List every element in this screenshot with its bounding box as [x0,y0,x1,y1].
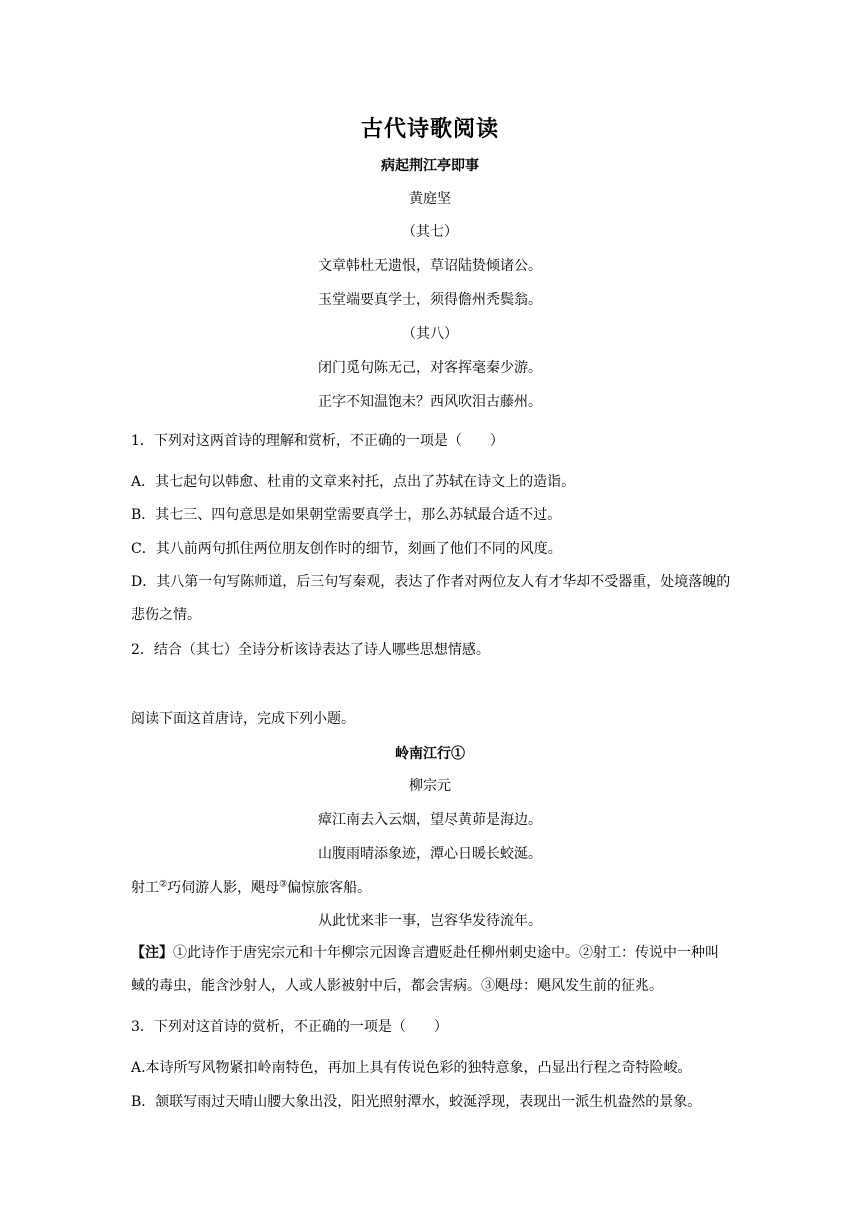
question-1-option-d: D．其八第一句写陈师道，后三句写秦观，表达了作者对两位友人有才华却不受器重，处境落魄的悲伤之情。 [131,574,731,623]
poem2-line-3-part-c: 偏惊旅客船。 [287,880,372,896]
question-3-option-b: B．颔联写雨过天晴山腰大象出没，阳光照射潭水，蛟涎浮现，表现出一派生机盎然的景象。 [131,1094,702,1110]
poem1-title: 病起荆江亭即事 [381,158,479,174]
question-1-option-a: A．其七起句以韩愈、杜甫的文章来衬托，点出了苏轼在诗文上的造诣。 [131,474,576,490]
note-label: 【注】 [131,945,173,961]
question-2-stem: 2．结合（其七）全诗分析该诗表达了诗人哪些思想情感。 [131,642,490,658]
note-text: ①此诗作于唐宪宗元和十年柳宗元因谗言遭贬赴任柳州刺史途中。②射工：传说中一种叫蜮的毒虫，能含沙射人，人或人影被射中后，都会害病。③飓母：飓风发生前的征兆。 [131,945,719,994]
footnote-marker-2: ② [159,879,168,890]
poem2-author: 柳宗元 [409,778,451,794]
poem1-part8-label: （其八） [402,326,458,342]
poem2-line-3-part-a: 射工 [131,880,159,896]
page-title: 古代诗歌阅读 [360,116,499,142]
poem1-part7-line-2: 玉堂端要真学士，须得儋州秃鬓翁。 [318,292,542,308]
question-1-option-b: B．其七三、四句意思是如果朝堂需要真学士，那么苏轼最合适不过。 [131,507,562,523]
poem2-line-3-part-b: 巧伺游人影，飓母 [167,880,280,896]
question-1-option-c: C．其八前两句抓住两位朋友创作时的细节，刻画了他们不同的风度。 [131,541,562,557]
question-3-stem: 3．下列对这首诗的赏析，不正确的一项是（ ） [131,1019,448,1035]
poem1-part7-label: （其七） [402,224,458,240]
poem2-note [131,937,731,1003]
question-1-stem: 1．下列对这两首诗的理解和赏析，不正确的一项是（ ） [131,433,504,449]
poem2-line-4: 从此忧来非一事，岂容华发待流年。 [318,913,542,929]
poem2-line-2: 山腹雨晴添象迹，潭心日暖长蛟涎。 [318,846,542,862]
poem1-part8-line-2: 正字不知温饱未？西风吹泪古藤州。 [318,394,542,410]
poem1-author: 黄庭坚 [409,191,451,207]
poem2-line-1: 瘴江南去入云烟，望尽黄茆是海边。 [318,812,542,828]
question-3-option-a: A.本诗所写风物紧扣岭南特色，再加上具有传说色彩的独特意象，凸显出行程之奇特险峻。 [131,1060,692,1076]
poem1-part7-line-1: 文章韩杜无遗恨，草诏陆贽倾诸公。 [318,258,542,274]
poem2-line-3 [131,878,731,898]
poem1-part8-line-1: 闭门觅句陈无己，对客挥毫秦少游。 [318,360,542,376]
footnote-marker-3: ③ [279,879,288,890]
poem2-title: 岭南江行① [395,746,465,762]
reading-intro: 阅读下面这首唐诗，完成下列小题。 [131,711,355,727]
